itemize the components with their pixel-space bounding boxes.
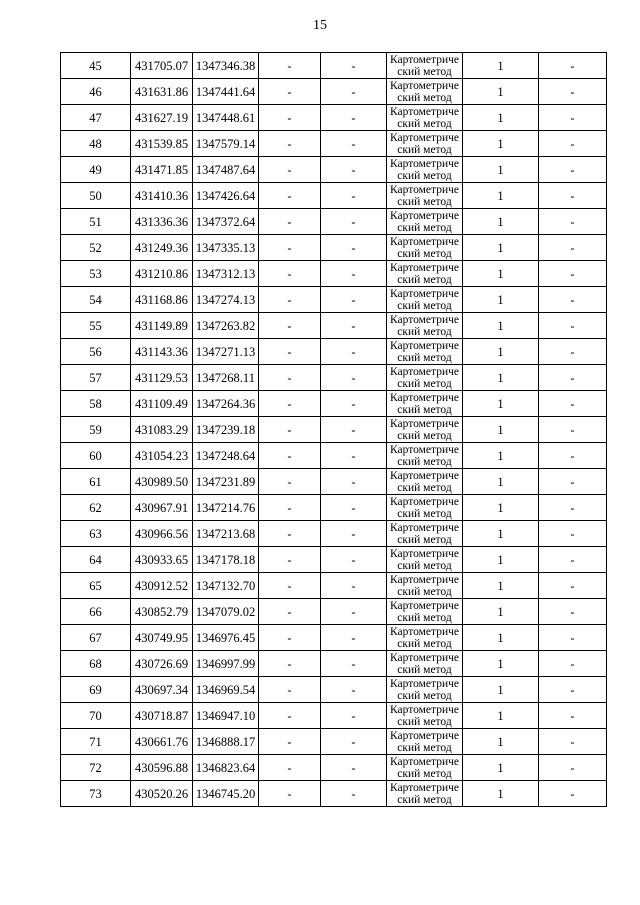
empty-value-cell: - — [321, 469, 387, 495]
accuracy-cell: 1 — [463, 365, 539, 391]
table-row — [61, 495, 607, 521]
empty-value-cell: - — [539, 53, 607, 79]
empty-value-cell: - — [539, 209, 607, 235]
point-number-cell: 50 — [61, 183, 131, 209]
empty-value-cell: - — [539, 521, 607, 547]
method-cell: Картометрический метод — [387, 443, 463, 469]
y-coordinate-cell: 1347132.70 — [193, 573, 259, 599]
empty-value-cell: - — [259, 131, 321, 157]
accuracy-cell: 1 — [463, 417, 539, 443]
method-cell: Картометрический метод — [387, 105, 463, 131]
accuracy-cell: 1 — [463, 53, 539, 79]
method-cell: Картометрический метод — [387, 157, 463, 183]
accuracy-cell: 1 — [463, 495, 539, 521]
empty-value-cell: - — [539, 469, 607, 495]
empty-value-cell: - — [539, 79, 607, 105]
point-number-cell: 61 — [61, 469, 131, 495]
empty-value-cell: - — [539, 313, 607, 339]
accuracy-cell: 1 — [463, 703, 539, 729]
accuracy-cell: 1 — [463, 157, 539, 183]
table-row — [61, 521, 607, 547]
table-row — [61, 339, 607, 365]
method-cell: Картометрический метод — [387, 339, 463, 365]
x-coordinate-cell: 430966.56 — [131, 521, 193, 547]
table-body — [61, 53, 607, 807]
accuracy-cell: 1 — [463, 313, 539, 339]
empty-value-cell: - — [259, 573, 321, 599]
point-number-cell: 45 — [61, 53, 131, 79]
empty-value-cell: - — [539, 573, 607, 599]
empty-value-cell: - — [539, 547, 607, 573]
x-coordinate-cell: 430912.52 — [131, 573, 193, 599]
empty-value-cell: - — [539, 157, 607, 183]
method-cell: Картометрический метод — [387, 651, 463, 677]
point-number-cell: 48 — [61, 131, 131, 157]
y-coordinate-cell: 1347264.36 — [193, 391, 259, 417]
method-cell: Картометрический метод — [387, 729, 463, 755]
table-row — [61, 391, 607, 417]
point-number-cell: 65 — [61, 573, 131, 599]
y-coordinate-cell: 1347448.61 — [193, 105, 259, 131]
empty-value-cell: - — [539, 131, 607, 157]
empty-value-cell: - — [321, 391, 387, 417]
x-coordinate-cell: 431336.36 — [131, 209, 193, 235]
empty-value-cell: - — [539, 755, 607, 781]
empty-value-cell: - — [259, 365, 321, 391]
accuracy-cell: 1 — [463, 183, 539, 209]
y-coordinate-cell: 1347312.13 — [193, 261, 259, 287]
point-number-cell: 46 — [61, 79, 131, 105]
accuracy-cell: 1 — [463, 547, 539, 573]
table-row — [61, 651, 607, 677]
table-row — [61, 53, 607, 79]
y-coordinate-cell: 1347579.14 — [193, 131, 259, 157]
empty-value-cell: - — [539, 651, 607, 677]
empty-value-cell: - — [321, 313, 387, 339]
accuracy-cell: 1 — [463, 261, 539, 287]
empty-value-cell: - — [539, 677, 607, 703]
empty-value-cell: - — [259, 183, 321, 209]
point-number-cell: 71 — [61, 729, 131, 755]
point-number-cell: 58 — [61, 391, 131, 417]
x-coordinate-cell: 430697.34 — [131, 677, 193, 703]
point-number-cell: 54 — [61, 287, 131, 313]
table-row — [61, 365, 607, 391]
y-coordinate-cell: 1347268.11 — [193, 365, 259, 391]
table-row — [61, 469, 607, 495]
x-coordinate-cell: 430967.91 — [131, 495, 193, 521]
method-cell: Картометрический метод — [387, 287, 463, 313]
empty-value-cell: - — [259, 495, 321, 521]
x-coordinate-cell: 431143.36 — [131, 339, 193, 365]
empty-value-cell: - — [321, 677, 387, 703]
table-row — [61, 599, 607, 625]
table-row — [61, 131, 607, 157]
y-coordinate-cell: 1347271.13 — [193, 339, 259, 365]
accuracy-cell: 1 — [463, 781, 539, 807]
empty-value-cell: - — [539, 339, 607, 365]
empty-value-cell: - — [539, 625, 607, 651]
empty-value-cell: - — [539, 235, 607, 261]
y-coordinate-cell: 1347263.82 — [193, 313, 259, 339]
accuracy-cell: 1 — [463, 235, 539, 261]
empty-value-cell: - — [539, 261, 607, 287]
empty-value-cell: - — [321, 131, 387, 157]
method-cell: Картометрический метод — [387, 521, 463, 547]
y-coordinate-cell: 1347239.18 — [193, 417, 259, 443]
y-coordinate-cell: 1346997.99 — [193, 651, 259, 677]
empty-value-cell: - — [321, 209, 387, 235]
point-number-cell: 60 — [61, 443, 131, 469]
x-coordinate-cell: 431083.29 — [131, 417, 193, 443]
empty-value-cell: - — [259, 625, 321, 651]
x-coordinate-cell: 430989.50 — [131, 469, 193, 495]
x-coordinate-cell: 431168.86 — [131, 287, 193, 313]
table-row — [61, 781, 607, 807]
empty-value-cell: - — [539, 417, 607, 443]
method-cell: Картометрический метод — [387, 53, 463, 79]
empty-value-cell: - — [259, 599, 321, 625]
point-number-cell: 47 — [61, 105, 131, 131]
y-coordinate-cell: 1347372.64 — [193, 209, 259, 235]
empty-value-cell: - — [259, 521, 321, 547]
x-coordinate-cell: 430520.26 — [131, 781, 193, 807]
point-number-cell: 66 — [61, 599, 131, 625]
accuracy-cell: 1 — [463, 599, 539, 625]
accuracy-cell: 1 — [463, 391, 539, 417]
empty-value-cell: - — [321, 365, 387, 391]
accuracy-cell: 1 — [463, 651, 539, 677]
y-coordinate-cell: 1346969.54 — [193, 677, 259, 703]
empty-value-cell: - — [321, 339, 387, 365]
point-number-cell: 64 — [61, 547, 131, 573]
table-row — [61, 677, 607, 703]
empty-value-cell: - — [321, 755, 387, 781]
y-coordinate-cell: 1346823.64 — [193, 755, 259, 781]
table-row — [61, 547, 607, 573]
y-coordinate-cell: 1347079.02 — [193, 599, 259, 625]
empty-value-cell: - — [321, 625, 387, 651]
table-row — [61, 105, 607, 131]
point-number-cell: 70 — [61, 703, 131, 729]
accuracy-cell: 1 — [463, 287, 539, 313]
table-row — [61, 313, 607, 339]
empty-value-cell: - — [539, 703, 607, 729]
point-number-cell: 52 — [61, 235, 131, 261]
empty-value-cell: - — [321, 781, 387, 807]
empty-value-cell: - — [259, 313, 321, 339]
method-cell: Картометрический метод — [387, 417, 463, 443]
point-number-cell: 73 — [61, 781, 131, 807]
method-cell: Картометрический метод — [387, 755, 463, 781]
method-cell: Картометрический метод — [387, 469, 463, 495]
empty-value-cell: - — [321, 729, 387, 755]
y-coordinate-cell: 1346976.45 — [193, 625, 259, 651]
empty-value-cell: - — [321, 495, 387, 521]
empty-value-cell: - — [539, 365, 607, 391]
method-cell: Картометрический метод — [387, 547, 463, 573]
x-coordinate-cell: 431129.53 — [131, 365, 193, 391]
empty-value-cell: - — [259, 677, 321, 703]
x-coordinate-cell: 431210.86 — [131, 261, 193, 287]
x-coordinate-cell: 431149.89 — [131, 313, 193, 339]
empty-value-cell: - — [321, 235, 387, 261]
empty-value-cell: - — [539, 105, 607, 131]
y-coordinate-cell: 1347487.64 — [193, 157, 259, 183]
empty-value-cell: - — [321, 183, 387, 209]
y-coordinate-cell: 1347346.38 — [193, 53, 259, 79]
x-coordinate-cell: 431109.49 — [131, 391, 193, 417]
x-coordinate-cell: 431627.19 — [131, 105, 193, 131]
empty-value-cell: - — [321, 287, 387, 313]
empty-value-cell: - — [321, 53, 387, 79]
table-row — [61, 755, 607, 781]
empty-value-cell: - — [539, 495, 607, 521]
y-coordinate-cell: 1346947.10 — [193, 703, 259, 729]
accuracy-cell: 1 — [463, 625, 539, 651]
method-cell: Картометрический метод — [387, 391, 463, 417]
empty-value-cell: - — [259, 469, 321, 495]
x-coordinate-cell: 430726.69 — [131, 651, 193, 677]
empty-value-cell: - — [259, 157, 321, 183]
method-cell: Картометрический метод — [387, 131, 463, 157]
x-coordinate-cell: 431471.85 — [131, 157, 193, 183]
empty-value-cell: - — [321, 79, 387, 105]
y-coordinate-cell: 1347274.13 — [193, 287, 259, 313]
method-cell: Картометрический метод — [387, 573, 463, 599]
empty-value-cell: - — [259, 547, 321, 573]
table-row — [61, 703, 607, 729]
empty-value-cell: - — [259, 755, 321, 781]
point-number-cell: 56 — [61, 339, 131, 365]
method-cell: Картометрический метод — [387, 781, 463, 807]
table-row — [61, 729, 607, 755]
y-coordinate-cell: 1347231.89 — [193, 469, 259, 495]
empty-value-cell: - — [321, 703, 387, 729]
empty-value-cell: - — [259, 53, 321, 79]
empty-value-cell: - — [321, 651, 387, 677]
accuracy-cell: 1 — [463, 729, 539, 755]
page-number: 15 — [313, 18, 327, 33]
point-number-cell: 57 — [61, 365, 131, 391]
accuracy-cell: 1 — [463, 209, 539, 235]
y-coordinate-cell: 1347441.64 — [193, 79, 259, 105]
empty-value-cell: - — [259, 209, 321, 235]
y-coordinate-cell: 1346745.20 — [193, 781, 259, 807]
method-cell: Картометрический метод — [387, 703, 463, 729]
accuracy-cell: 1 — [463, 443, 539, 469]
empty-value-cell: - — [259, 287, 321, 313]
table-row — [61, 157, 607, 183]
empty-value-cell: - — [321, 599, 387, 625]
x-coordinate-cell: 431705.07 — [131, 53, 193, 79]
y-coordinate-cell: 1347178.18 — [193, 547, 259, 573]
point-number-cell: 62 — [61, 495, 131, 521]
method-cell: Картометрический метод — [387, 183, 463, 209]
point-number-cell: 68 — [61, 651, 131, 677]
x-coordinate-cell: 430749.95 — [131, 625, 193, 651]
empty-value-cell: - — [321, 573, 387, 599]
y-coordinate-cell: 1347213.68 — [193, 521, 259, 547]
empty-value-cell: - — [259, 651, 321, 677]
accuracy-cell: 1 — [463, 677, 539, 703]
point-number-cell: 51 — [61, 209, 131, 235]
accuracy-cell: 1 — [463, 521, 539, 547]
point-number-cell: 49 — [61, 157, 131, 183]
y-coordinate-cell: 1347426.64 — [193, 183, 259, 209]
y-coordinate-cell: 1346888.17 — [193, 729, 259, 755]
empty-value-cell: - — [321, 157, 387, 183]
table-row — [61, 417, 607, 443]
accuracy-cell: 1 — [463, 79, 539, 105]
empty-value-cell: - — [539, 287, 607, 313]
y-coordinate-cell: 1347248.64 — [193, 443, 259, 469]
empty-value-cell: - — [321, 417, 387, 443]
point-number-cell: 72 — [61, 755, 131, 781]
empty-value-cell: - — [539, 729, 607, 755]
empty-value-cell: - — [259, 79, 321, 105]
x-coordinate-cell: 430852.79 — [131, 599, 193, 625]
table-row — [61, 287, 607, 313]
empty-value-cell: - — [259, 391, 321, 417]
table-row — [61, 235, 607, 261]
table-row — [61, 183, 607, 209]
point-number-cell: 55 — [61, 313, 131, 339]
x-coordinate-cell: 431054.23 — [131, 443, 193, 469]
empty-value-cell: - — [259, 781, 321, 807]
accuracy-cell: 1 — [463, 755, 539, 781]
x-coordinate-cell: 431249.36 — [131, 235, 193, 261]
empty-value-cell: - — [539, 781, 607, 807]
empty-value-cell: - — [321, 105, 387, 131]
x-coordinate-cell: 430661.76 — [131, 729, 193, 755]
x-coordinate-cell: 430596.88 — [131, 755, 193, 781]
point-number-cell: 53 — [61, 261, 131, 287]
table-row — [61, 443, 607, 469]
x-coordinate-cell: 430718.87 — [131, 703, 193, 729]
empty-value-cell: - — [321, 521, 387, 547]
empty-value-cell: - — [321, 443, 387, 469]
method-cell: Картометрический метод — [387, 235, 463, 261]
empty-value-cell: - — [259, 261, 321, 287]
method-cell: Картометрический метод — [387, 599, 463, 625]
empty-value-cell: - — [539, 443, 607, 469]
empty-value-cell: - — [539, 183, 607, 209]
point-number-cell: 67 — [61, 625, 131, 651]
table-row — [61, 79, 607, 105]
empty-value-cell: - — [259, 443, 321, 469]
empty-value-cell: - — [539, 599, 607, 625]
x-coordinate-cell: 431410.36 — [131, 183, 193, 209]
method-cell: Картометрический метод — [387, 209, 463, 235]
method-cell: Картометрический метод — [387, 261, 463, 287]
method-cell: Картометрический метод — [387, 625, 463, 651]
table-row — [61, 625, 607, 651]
empty-value-cell: - — [259, 105, 321, 131]
table-row — [61, 573, 607, 599]
y-coordinate-cell: 1347214.76 — [193, 495, 259, 521]
empty-value-cell: - — [259, 339, 321, 365]
accuracy-cell: 1 — [463, 131, 539, 157]
x-coordinate-cell: 430933.65 — [131, 547, 193, 573]
empty-value-cell: - — [259, 729, 321, 755]
empty-value-cell: - — [321, 261, 387, 287]
accuracy-cell: 1 — [463, 105, 539, 131]
accuracy-cell: 1 — [463, 339, 539, 365]
x-coordinate-cell: 431539.85 — [131, 131, 193, 157]
x-coordinate-cell: 431631.86 — [131, 79, 193, 105]
empty-value-cell: - — [259, 703, 321, 729]
method-cell: Картометрический метод — [387, 313, 463, 339]
table-row — [61, 209, 607, 235]
accuracy-cell: 1 — [463, 573, 539, 599]
method-cell: Картометрический метод — [387, 79, 463, 105]
empty-value-cell: - — [539, 391, 607, 417]
empty-value-cell: - — [259, 235, 321, 261]
point-number-cell: 69 — [61, 677, 131, 703]
empty-value-cell: - — [259, 417, 321, 443]
y-coordinate-cell: 1347335.13 — [193, 235, 259, 261]
empty-value-cell: - — [321, 547, 387, 573]
coordinates-table — [60, 52, 607, 807]
method-cell: Картометрический метод — [387, 495, 463, 521]
point-number-cell: 63 — [61, 521, 131, 547]
method-cell: Картометрический метод — [387, 365, 463, 391]
accuracy-cell: 1 — [463, 469, 539, 495]
point-number-cell: 59 — [61, 417, 131, 443]
table-row — [61, 261, 607, 287]
method-cell: Картометрический метод — [387, 677, 463, 703]
